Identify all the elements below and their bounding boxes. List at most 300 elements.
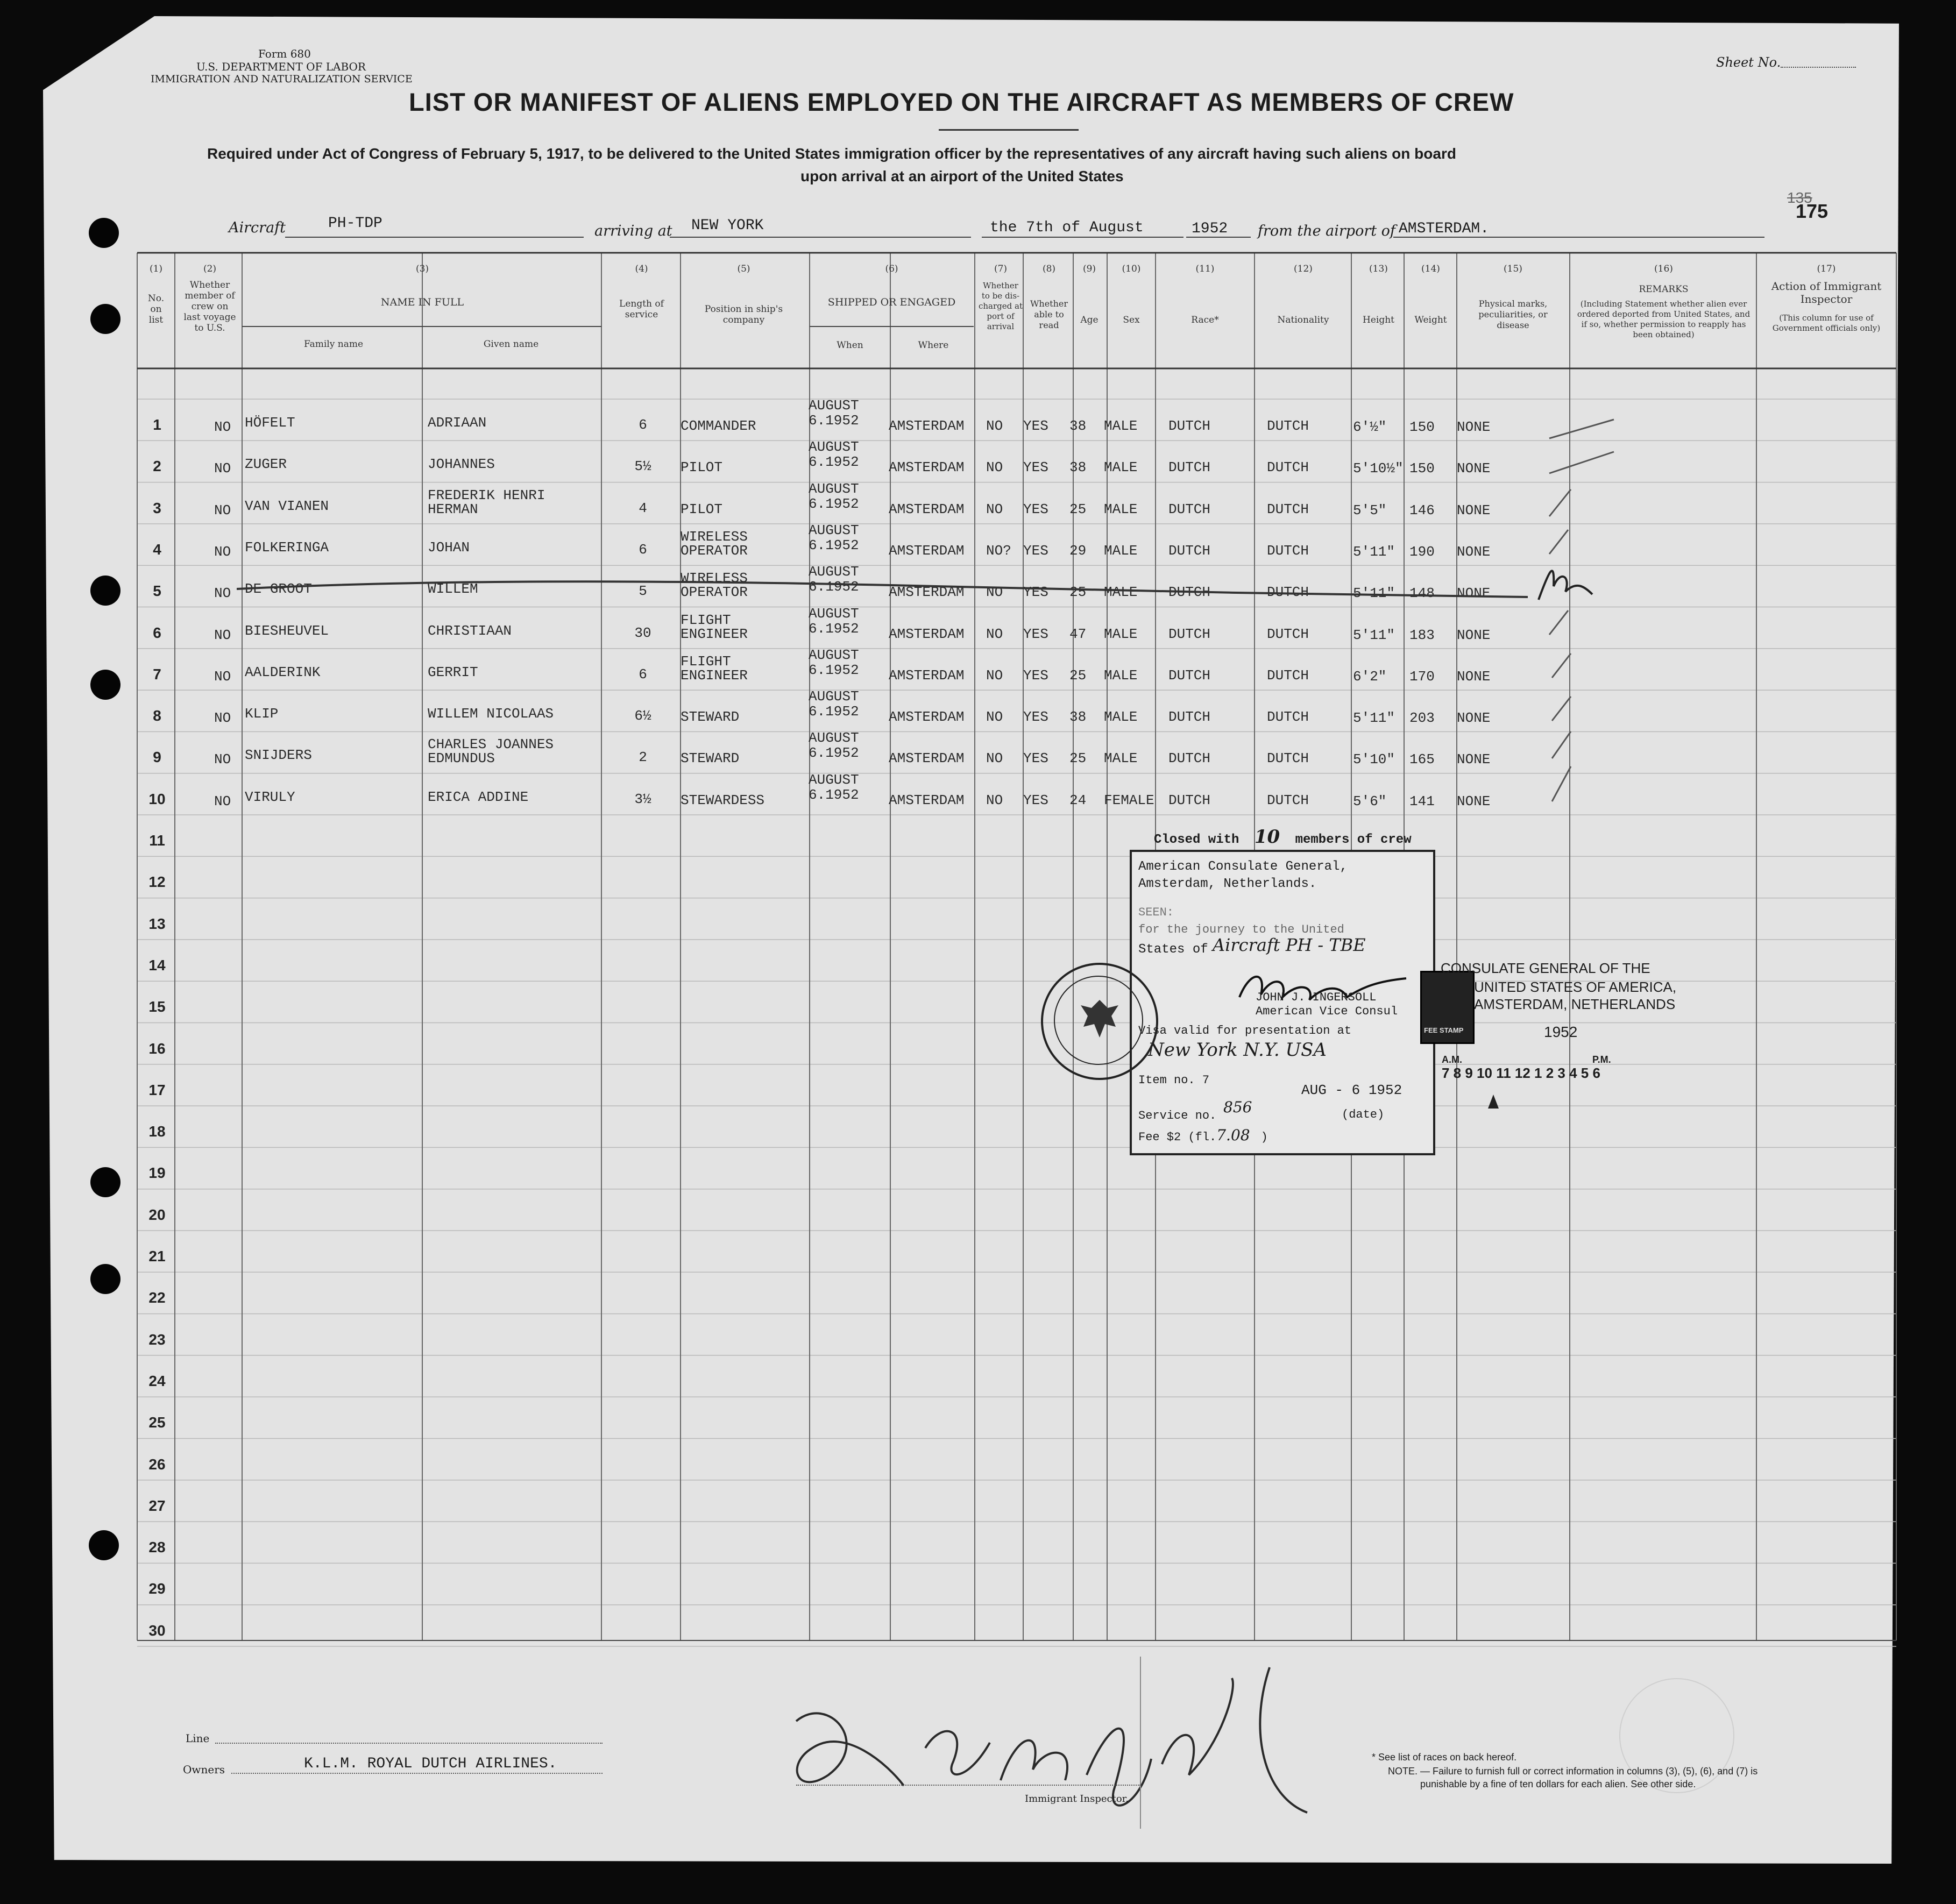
- cell-when: AUGUST: [809, 397, 859, 414]
- sheet-no-label: Sheet No.: [1716, 55, 1781, 70]
- cell-race: DUTCH: [1168, 542, 1211, 559]
- consular-seal: [1041, 963, 1158, 1080]
- cell-weight: 190: [1409, 543, 1435, 560]
- cell-service: 3½: [634, 791, 651, 807]
- cell-family-name: KLIP: [245, 706, 279, 722]
- cell-given-name: EDMUNDUS: [428, 750, 495, 767]
- subtitle-line2: upon arrival at an airport of the United States: [800, 168, 1124, 184]
- cell-discharged: NO: [986, 626, 1003, 642]
- cell-family-name: VIRULY: [245, 788, 295, 805]
- cell-sex: MALE: [1104, 750, 1138, 767]
- stamp-valid: Visa valid for presentation at: [1138, 1024, 1352, 1038]
- cell-sex: MALE: [1104, 459, 1138, 476]
- cell-sex: MALE: [1104, 667, 1138, 684]
- col-3b-header: Given name: [483, 339, 539, 350]
- col-5-header: Position in ship's company: [704, 304, 783, 325]
- cell-marks: NONE: [1457, 460, 1491, 477]
- fee-revenue-stamp: [1420, 971, 1475, 1044]
- cell-height: 6'½": [1353, 419, 1387, 435]
- cell-read: YES: [1023, 584, 1048, 601]
- cell-family-name: SNIJDERS: [245, 747, 312, 764]
- cell-read: YES: [1023, 459, 1048, 476]
- cell-service: 30: [634, 624, 651, 641]
- cell-service: 6: [639, 666, 647, 683]
- row-number: 22: [148, 1289, 166, 1306]
- from-label: from the airport of: [1258, 223, 1395, 239]
- stamp-aircraft-handwritten: Aircraft PH - TBE: [1213, 935, 1366, 955]
- cell-sex: MALE: [1104, 542, 1138, 559]
- cell-read: YES: [1023, 542, 1048, 559]
- cell-when: 6.1952: [809, 454, 859, 471]
- arriving-value: NEW YORK: [691, 217, 764, 234]
- cell-position: STEWARD: [681, 709, 740, 726]
- cell-where: AMSTERDAM: [889, 542, 965, 559]
- eagle-icon: [1078, 994, 1121, 1043]
- cell-service: 6½: [634, 708, 651, 724]
- row-number: 17: [148, 1081, 166, 1098]
- cell-given-name: JOHAN: [428, 539, 470, 556]
- cell-given-name: ERICA ADDINE: [428, 788, 529, 805]
- cell-weight: 150: [1409, 419, 1435, 435]
- cell-race: DUTCH: [1168, 584, 1211, 601]
- row-number: 26: [148, 1455, 166, 1473]
- row-number: 28: [148, 1539, 166, 1556]
- row-number: 11: [149, 832, 165, 849]
- stamp-service-handwritten: 856: [1223, 1098, 1252, 1116]
- cell-last-voyage: NO: [214, 460, 231, 477]
- cell-read: YES: [1023, 792, 1048, 808]
- cell-weight: 148: [1409, 585, 1435, 602]
- owners-field-rule: [231, 1773, 603, 1774]
- cell-sex: MALE: [1104, 626, 1138, 642]
- col-13-num: (13): [1369, 264, 1388, 274]
- cell-nationality: DUTCH: [1267, 750, 1309, 767]
- cell-position: ENGINEER: [681, 626, 748, 642]
- cell-when: AUGUST: [809, 439, 859, 456]
- cell-last-voyage: NO: [214, 668, 231, 685]
- cell-age: 25: [1069, 750, 1087, 767]
- col-6-num: (6): [885, 264, 898, 274]
- cell-family-name: DE GROOT: [245, 581, 312, 598]
- cell-age: 29: [1069, 542, 1087, 559]
- cell-read: YES: [1023, 709, 1048, 726]
- stamp-service: Service no.: [1138, 1109, 1217, 1122]
- cell-last-voyage: NO: [214, 793, 231, 809]
- col-10-header: Sex: [1123, 315, 1140, 325]
- cell-race: DUTCH: [1168, 459, 1211, 476]
- row-number: 18: [148, 1123, 166, 1140]
- cell-position: FLIGHT: [681, 612, 731, 628]
- col-17-num: (17): [1817, 264, 1836, 274]
- cell-sex: FEMALE: [1104, 792, 1154, 808]
- closed-prefix: Closed with: [1154, 833, 1239, 847]
- cell-where: AMSTERDAM: [889, 792, 965, 808]
- cell-where: AMSTERDAM: [889, 750, 965, 767]
- cell-weight: 183: [1409, 627, 1435, 643]
- cell-marks: NONE: [1457, 543, 1491, 560]
- cell-last-voyage: NO: [214, 710, 231, 727]
- cell-position: STEWARDESS: [681, 792, 765, 808]
- cell-position: PILOT: [681, 459, 723, 476]
- cell-height: 5'11": [1353, 627, 1395, 643]
- cell-race: DUTCH: [1168, 626, 1211, 642]
- stamp-fee-close: ): [1260, 1131, 1268, 1144]
- cell-nationality: DUTCH: [1267, 501, 1309, 517]
- cell-height: 5'10": [1353, 751, 1395, 768]
- consulate-stamp-hours: 7 8 9 10 11 12 1 2 3 4 5 6: [1442, 1065, 1600, 1081]
- cell-race: DUTCH: [1168, 501, 1211, 517]
- line-field-rule: [215, 1743, 603, 1744]
- cell-nationality: DUTCH: [1267, 792, 1309, 808]
- col-1-header: No. on list: [147, 293, 165, 325]
- cell-position: ENGINEER: [681, 667, 748, 684]
- row-number: 6: [153, 624, 161, 641]
- consulate-stamp-line2: UNITED STATES OF AMERICA,: [1474, 979, 1677, 995]
- row-number: 12: [148, 873, 166, 891]
- cell-given-name: CHARLES JOANNES: [428, 736, 554, 753]
- inspector-signature: [764, 1657, 1356, 1834]
- cell-last-voyage: NO: [214, 419, 231, 435]
- row-number: 14: [148, 956, 166, 974]
- col-3-num: (3): [415, 264, 429, 274]
- row-number: 21: [148, 1248, 166, 1264]
- row-number: 7: [153, 665, 161, 683]
- aircraft-value: PH-TDP: [328, 215, 382, 232]
- row-5-strikethrough: [237, 565, 1582, 608]
- cell-race: DUTCH: [1168, 792, 1211, 808]
- stamp-consul-name: JOHN J. INGERSOLL: [1256, 991, 1377, 1004]
- consulate-visa-stamp: [1130, 850, 1435, 1155]
- cell-discharged: NO: [986, 709, 1003, 726]
- col-9-num: (9): [1082, 264, 1096, 274]
- col-17-subheader: (This column for use of Government officials only): [1772, 313, 1881, 333]
- consulate-stamp-am: A.M.: [1442, 1054, 1462, 1065]
- col-12-header: Nationality: [1277, 315, 1329, 325]
- row-number: 4: [153, 541, 161, 558]
- cell-weight: 203: [1409, 710, 1435, 727]
- cell-nationality: DUTCH: [1267, 418, 1309, 434]
- col-17-header: Action of Immigrant Inspector: [1771, 280, 1882, 306]
- row-number: 15: [148, 998, 166, 1015]
- row-number: 10: [148, 790, 166, 807]
- stamp-date-label: (date): [1342, 1108, 1385, 1121]
- department-line: U.S. DEPARTMENT OF LABOR: [196, 60, 366, 73]
- cell-discharged: NO: [986, 667, 1003, 684]
- col-3-header: NAME IN FULL: [380, 296, 464, 308]
- row-number: 9: [153, 749, 161, 766]
- cell-where: AMSTERDAM: [889, 459, 965, 476]
- cell-where: AMSTERDAM: [889, 501, 965, 517]
- cell-marks: NONE: [1457, 668, 1491, 685]
- cell-position: WIRELESS: [681, 570, 748, 587]
- col-3a-header: Family name: [303, 339, 364, 350]
- cell-age: 25: [1069, 501, 1087, 517]
- cell-marks: NONE: [1457, 627, 1491, 643]
- cell-position: FLIGHT: [681, 653, 731, 670]
- row-number: 2: [153, 458, 161, 475]
- cell-position: OPERATOR: [681, 584, 748, 601]
- cell-family-name: BIESHEUVEL: [245, 622, 329, 639]
- cell-family-name: VAN VIANEN: [245, 498, 329, 514]
- col-15-num: (15): [1504, 264, 1522, 274]
- col-10-num: (10): [1122, 264, 1141, 274]
- cell-family-name: HÖFELT: [245, 415, 295, 431]
- col-1-num: (1): [149, 264, 163, 274]
- cell-position: COMMANDER: [681, 418, 756, 434]
- cell-when: 6.1952: [809, 662, 859, 678]
- stamp-line2: Amsterdam, Netherlands.: [1138, 877, 1317, 891]
- footnote-races: * See list of races on back hereof.: [1372, 1752, 1517, 1763]
- col-16-header: REMARKS: [1639, 284, 1689, 295]
- cell-given-name: FREDERIK HENRI: [428, 487, 545, 503]
- cell-when: AUGUST: [809, 730, 859, 747]
- consulate-stamp-year: 1952: [1544, 1024, 1578, 1040]
- col-11-num: (11): [1195, 264, 1215, 274]
- cell-given-name: JOHANNES: [428, 456, 495, 473]
- cell-last-voyage: NO: [214, 627, 231, 643]
- page-number-struck: 135: [1787, 189, 1812, 206]
- row-number: 23: [148, 1331, 166, 1348]
- cell-read: YES: [1023, 418, 1048, 434]
- col-2-num: (2): [203, 264, 217, 274]
- col-16-num: (16): [1654, 264, 1673, 274]
- cell-height: 5'10½": [1353, 460, 1404, 477]
- stamp-journey: for the journey to the United: [1138, 923, 1344, 936]
- cell-height: 5'11": [1353, 585, 1395, 602]
- cell-service: 6: [639, 417, 647, 433]
- cell-read: YES: [1023, 626, 1048, 642]
- col-11-header: Race*: [1191, 315, 1219, 325]
- cell-when: 6.1952: [809, 786, 859, 803]
- row-number: 29: [148, 1580, 166, 1597]
- consulate-stamp-pm: P.M.: [1592, 1054, 1611, 1065]
- cell-race: DUTCH: [1168, 418, 1211, 434]
- stamp-fee: [1138, 1126, 1268, 1144]
- cell-nationality: DUTCH: [1267, 542, 1309, 559]
- col-6b-header: Where: [918, 340, 949, 351]
- row-number: 5: [153, 582, 161, 600]
- cell-marks: NONE: [1457, 793, 1491, 809]
- col-15-header: Physical marks, peculiarities, or disease: [1478, 299, 1548, 330]
- cell-service: 2: [639, 749, 647, 766]
- row-number: 16: [148, 1040, 166, 1057]
- cell-when: 6.1952: [809, 579, 859, 595]
- aircraft-label: Aircraft: [229, 219, 286, 236]
- col-13-header: Height: [1363, 315, 1394, 325]
- cell-height: 5'6": [1353, 793, 1387, 809]
- cell-given-name: WILLEM NICOLAAS: [428, 706, 554, 722]
- cell-sex: MALE: [1104, 501, 1138, 517]
- cell-service: 5: [639, 583, 647, 600]
- cell-read: YES: [1023, 501, 1048, 517]
- stamp-fee-label: Fee $2 (fl.: [1138, 1131, 1217, 1144]
- cell-read: YES: [1023, 667, 1048, 684]
- cell-when: AUGUST: [809, 771, 859, 788]
- row-number: 13: [148, 915, 166, 932]
- cell-service: 4: [639, 500, 647, 516]
- col-8-header: Whether able to read: [1030, 299, 1068, 330]
- arriving-label: arriving at: [594, 223, 672, 239]
- col-4-header: Length of service: [619, 299, 664, 320]
- cell-given-name: WILLEM: [428, 581, 478, 598]
- cell-sex: MALE: [1104, 709, 1138, 726]
- cell-given-name: GERRIT: [428, 664, 478, 680]
- cell-read: YES: [1023, 750, 1048, 767]
- col-14-header: Weight: [1414, 315, 1447, 325]
- cell-given-name: ADRIAAN: [428, 415, 487, 431]
- row-number: 1: [153, 416, 161, 433]
- cell-age: 38: [1069, 459, 1087, 476]
- cell-when: AUGUST: [809, 522, 859, 538]
- col-6-header: SHIPPED OR ENGAGED: [827, 296, 956, 308]
- cell-where: AMSTERDAM: [889, 626, 965, 642]
- cell-given-name: HERMAN: [428, 501, 478, 517]
- cell-discharged: NO: [986, 792, 1003, 808]
- row-number: 27: [148, 1497, 166, 1514]
- consulate-stamp-line3: AMSTERDAM, NETHERLANDS: [1474, 996, 1676, 1012]
- cell-weight: 150: [1409, 460, 1435, 477]
- col-4-num: (4): [635, 264, 648, 274]
- cell-when: 6.1952: [809, 620, 859, 637]
- cell-nationality: DUTCH: [1267, 459, 1309, 476]
- stamp-line1: American Consulate General,: [1138, 859, 1348, 874]
- cell-when: 6.1952: [809, 495, 859, 512]
- cell-discharged: NO?: [986, 542, 1011, 559]
- cell-weight: 170: [1409, 668, 1435, 685]
- cell-marks: NONE: [1457, 751, 1491, 768]
- cell-weight: 146: [1409, 502, 1435, 518]
- cell-race: DUTCH: [1168, 709, 1211, 726]
- form-number: Form 680: [258, 47, 311, 60]
- from-value: AMSTERDAM.: [1399, 221, 1490, 237]
- row-number: 3: [153, 499, 161, 516]
- stamp-states: States of: [1138, 942, 1208, 957]
- stamp-place-handwritten: New York N.Y. USA: [1148, 1039, 1327, 1061]
- revenue-stamp-label: FEE STAMP: [1424, 1026, 1464, 1034]
- cell-race: DUTCH: [1168, 750, 1211, 767]
- cell-marks: NONE: [1457, 585, 1491, 602]
- cell-when: 6.1952: [809, 537, 859, 553]
- cell-last-voyage: NO: [214, 502, 231, 518]
- cell-nationality: DUTCH: [1267, 667, 1309, 684]
- row-number: 25: [148, 1414, 166, 1431]
- col-12-num: (12): [1294, 264, 1313, 274]
- cell-age: 38: [1069, 418, 1087, 434]
- service-line: IMMIGRATION AND NATURALIZATION SERVICE: [151, 73, 413, 85]
- cell-last-voyage: NO: [214, 751, 231, 768]
- cell-age: 38: [1069, 709, 1087, 726]
- cell-discharged: NO: [986, 418, 1003, 434]
- cell-age: 24: [1069, 792, 1087, 808]
- cell-service: 5½: [634, 458, 651, 475]
- cell-marks: NONE: [1457, 419, 1491, 435]
- cell-nationality: DUTCH: [1267, 709, 1309, 726]
- cell-position: PILOT: [681, 501, 723, 517]
- cell-discharged: NO: [986, 584, 1003, 601]
- cell-position: WIRELESS: [681, 528, 748, 545]
- cell-nationality: DUTCH: [1267, 626, 1309, 642]
- cell-age: 47: [1069, 626, 1087, 642]
- cell-where: AMSTERDAM: [889, 667, 965, 684]
- closed-count: 10: [1254, 826, 1280, 848]
- cell-weight: 165: [1409, 751, 1435, 768]
- cell-service: 6: [639, 541, 647, 558]
- cell-position: STEWARD: [681, 750, 740, 767]
- cell-age: 25: [1069, 667, 1087, 684]
- page-number: 175: [1796, 200, 1829, 222]
- line-label: Line: [186, 1732, 210, 1745]
- cell-when: 6.1952: [809, 745, 859, 762]
- stamp-date: AUG - 6 1952: [1301, 1082, 1402, 1098]
- cell-last-voyage: NO: [214, 543, 231, 560]
- row-number: 20: [148, 1206, 166, 1223]
- inspector-signature-rule: [796, 1785, 1140, 1786]
- owners-label: Owners: [183, 1763, 225, 1776]
- col-6a-header: When: [837, 340, 863, 351]
- cell-height: 5'11": [1353, 710, 1395, 727]
- inspector-check-marks: [1533, 409, 1641, 818]
- date-value: the 7th of August: [990, 219, 1144, 236]
- cell-weight: 141: [1409, 793, 1435, 809]
- cell-where: AMSTERDAM: [889, 709, 965, 726]
- cell-sex: MALE: [1104, 584, 1138, 601]
- row-number: 30: [148, 1622, 166, 1639]
- closed-suffix: members of crew: [1295, 833, 1412, 847]
- subtitle-line1: Required under Act of Congress of February 5, 1917, to be delivered to the United States immigration officer by the representatives of any aircraft having such aliens on board: [207, 145, 1456, 162]
- cell-height: 5'11": [1353, 543, 1395, 560]
- year-value: 1952: [1192, 221, 1228, 237]
- stamp-consul-title: American Vice Consul: [1256, 1005, 1398, 1018]
- cell-family-name: ZUGER: [245, 456, 287, 473]
- row-number: 8: [153, 707, 161, 724]
- col-7-num: (7): [994, 264, 1008, 274]
- closed-with-line: [1154, 826, 1412, 848]
- cell-family-name: AALDERINK: [245, 664, 321, 680]
- cell-discharged: NO: [986, 501, 1003, 517]
- col-8-num: (8): [1042, 264, 1056, 274]
- footnote-penalty-1: NOTE. — Failure to furnish full or correct information in columns (3), (5), (6), and (7) is: [1388, 1766, 1758, 1777]
- col-7-header: Whether to be dis-charged at port of arrival: [979, 281, 1023, 331]
- col-5-num: (5): [737, 264, 750, 274]
- cell-when: 6.1952: [809, 413, 859, 429]
- col-14-num: (14): [1421, 264, 1440, 274]
- page-title: LIST OR MANIFEST OF ALIENS EMPLOYED ON THE AIRCRAFT AS MEMBERS OF CREW: [409, 88, 1514, 116]
- cell-last-voyage: NO: [214, 585, 231, 602]
- col-9-header: Age: [1080, 315, 1099, 325]
- cell-height: 5'5": [1353, 502, 1387, 518]
- row-number: 19: [148, 1164, 166, 1182]
- col-16-subheader: (Including Statement whether alien ever ordered deported from United States, and if so, whether permission to reapply has been obtained): [1577, 299, 1751, 339]
- footnote-penalty-2: punishable by a fine of ten dollars for each alien. See other side.: [1420, 1779, 1696, 1789]
- row-number: 24: [148, 1372, 166, 1389]
- consulate-stamp-line1: CONSULATE GENERAL OF THE: [1441, 960, 1650, 976]
- cell-discharged: NO: [986, 459, 1003, 476]
- cell-marks: NONE: [1457, 710, 1491, 727]
- clock-pointer-icon: [1488, 1095, 1499, 1109]
- cell-given-name: CHRISTIAAN: [428, 622, 512, 639]
- cell-when: AUGUST: [809, 480, 859, 497]
- cell-discharged: NO: [986, 750, 1003, 767]
- cell-race: DUTCH: [1168, 667, 1211, 684]
- stamp-item: Item no. 7: [1138, 1074, 1210, 1087]
- cell-nationality: DUTCH: [1267, 584, 1309, 601]
- cell-age: 25: [1069, 584, 1087, 601]
- cell-marks: NONE: [1457, 502, 1491, 518]
- stamp-seen: SEEN:: [1138, 906, 1174, 919]
- stamp-fee-handwritten: 7.08: [1216, 1126, 1250, 1144]
- cell-when: AUGUST: [809, 605, 859, 622]
- cell-where: AMSTERDAM: [889, 584, 965, 601]
